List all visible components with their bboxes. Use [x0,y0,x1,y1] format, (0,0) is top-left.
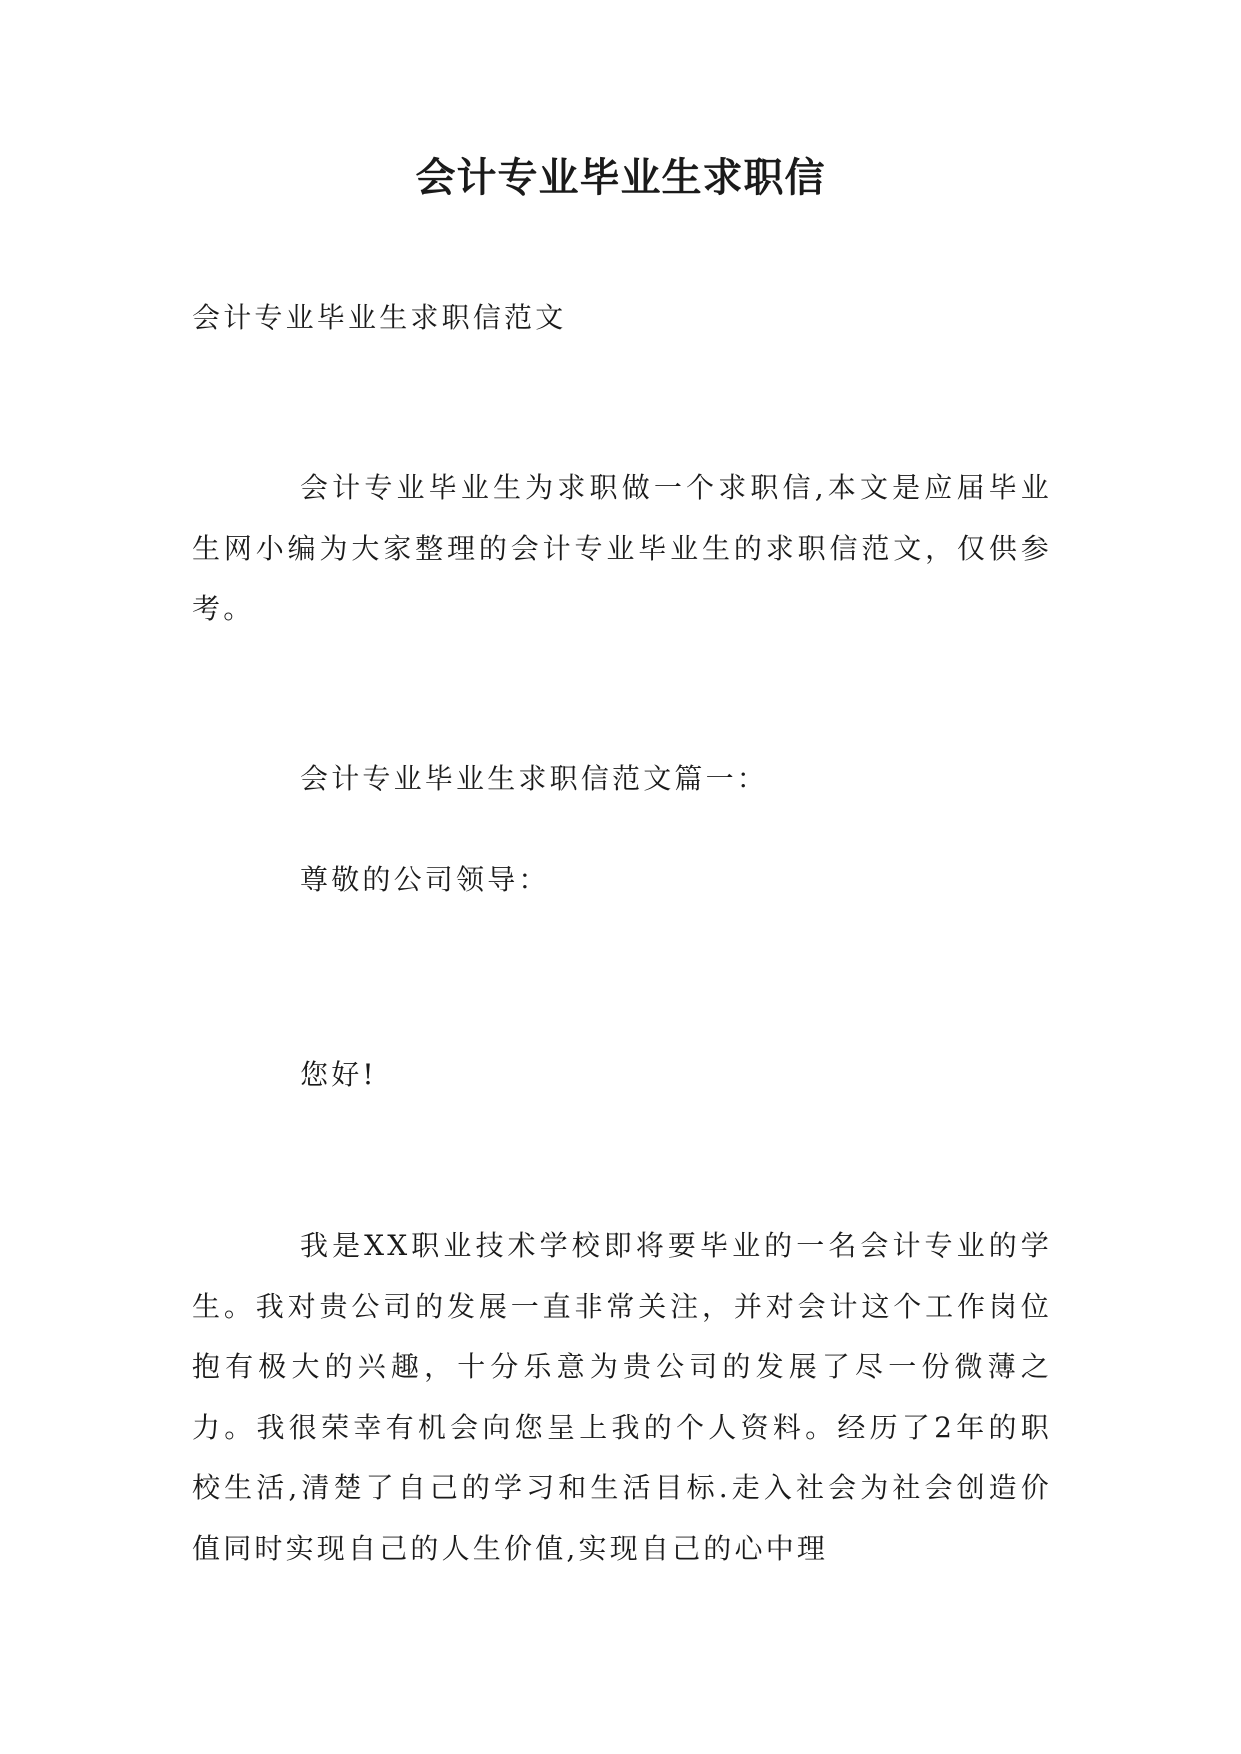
body-paragraph: 我是XX职业技术学校即将要毕业的一名会计专业的学生。我对贵公司的发展一直非常关注，并对会计这个工作岗位抱有极大的兴趣，十分乐意为贵公司的发展了尽一份微薄之力。我很荣幸有机会向您呈上我的个人资料。经历了2年的职校生活,清楚了自己的学习和生活目标.走入社会为社会创造价值同时实现自己的人生价值,实现自己的心中理 [192,1229,1052,1565]
section-heading: 会计专业毕业生求职信范文篇一： [300,762,769,795]
greeting: 您好! [300,1058,377,1091]
document-title: 会计专业毕业生求职信 [415,155,826,201]
document-subtitle: 会计专业毕业生求职信范文 [192,301,567,334]
intro-paragraph: 会计专业毕业生为求职做一个求职信,本文是应届毕业生网小编为大家整理的会计专业毕业生的求职信范文，仅供参考。 [192,471,1052,625]
salutation: 尊敬的公司领导： [300,863,550,896]
